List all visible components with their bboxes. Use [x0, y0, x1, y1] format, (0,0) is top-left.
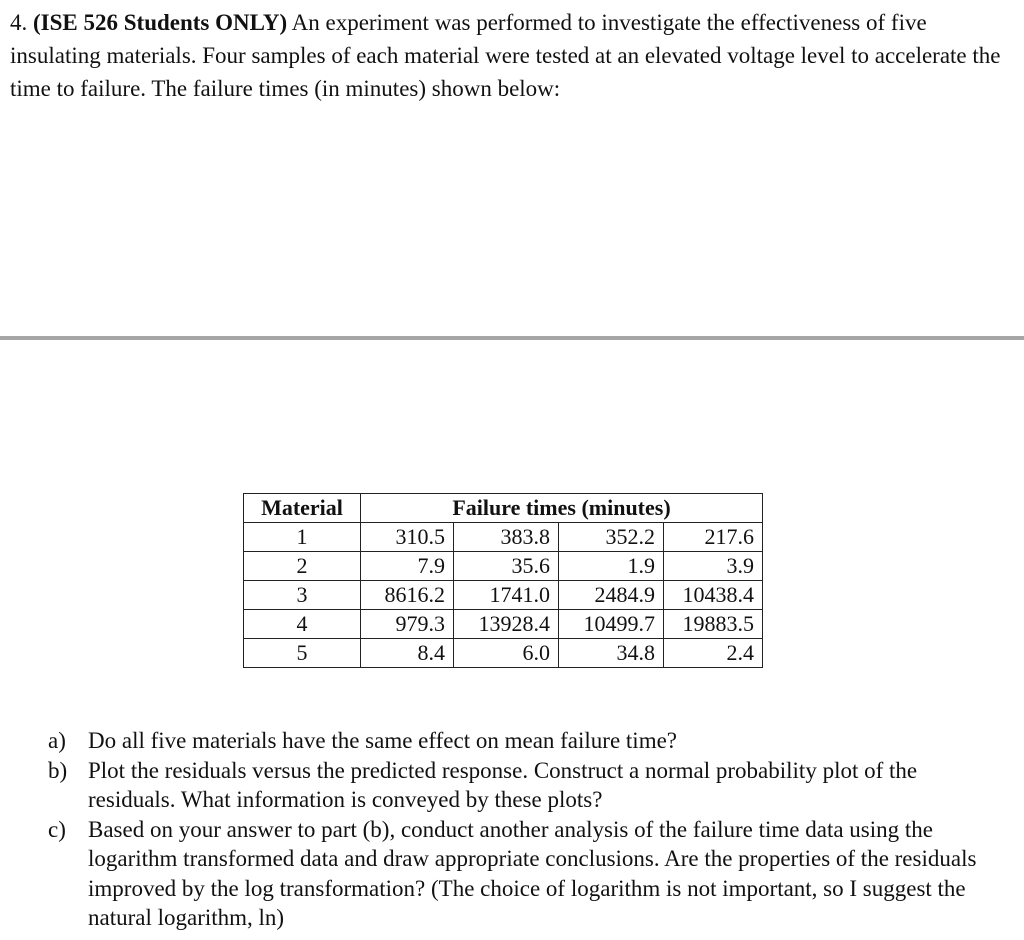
value-cell: 8616.2	[361, 581, 454, 610]
value-cell: 6.0	[454, 639, 559, 668]
table-row	[244, 523, 763, 552]
table-row	[244, 581, 763, 610]
section-divider	[0, 336, 1024, 340]
material-cell: 4	[244, 610, 361, 639]
question-text: Plot the residuals versus the predicted response. Construct a normal probability plot of the residuals. What information is conveyed by these plots?	[88, 757, 918, 812]
material-column-header: Material	[244, 494, 361, 523]
value-cell: 3.9	[664, 552, 763, 581]
value-cell: 10438.4	[664, 581, 763, 610]
question-label: c)	[48, 816, 66, 842]
table-row	[244, 552, 763, 581]
value-cell: 352.2	[559, 523, 664, 552]
value-cell: 1741.0	[454, 581, 559, 610]
value-cell: 13928.4	[454, 610, 559, 639]
problem-text: An experiment was performed to investigate the effectiveness of five insulating materials. Four samples of each material were tested at an elevated voltage level to accelerate the time to failure. The failure times (in minutes) shown below:	[10, 10, 1001, 101]
question-label: a)	[48, 728, 66, 753]
table-row	[244, 639, 763, 668]
problem-tag: (ISE 526 Students ONLY)	[33, 10, 288, 35]
value-cell: 1.9	[559, 552, 664, 581]
value-cell: 35.6	[454, 552, 559, 581]
value-cell: 10499.7	[559, 610, 664, 639]
value-cell: 34.8	[559, 639, 664, 668]
table-row	[244, 610, 763, 639]
value-cell: 8.4	[361, 639, 454, 668]
value-cell: 19883.5	[664, 610, 763, 639]
failure-times-column-header: Failure times (minutes)	[361, 494, 763, 523]
question-text: Based on your answer to part (b), conduct another analysis of the failure time data using the logarithm transformed data and draw appropriate conclusions. Are the properties of the residuals improved by the log transformation? (The choice of logarithm is not important, so I suggest the natural logarithm, ln)	[88, 816, 977, 930]
question-item	[48, 726, 998, 756]
material-cell: 5	[244, 639, 361, 668]
question-list	[48, 726, 998, 933]
value-cell: 2.4	[664, 639, 763, 668]
question-label: b)	[48, 757, 68, 783]
question-item	[48, 815, 998, 933]
question-item	[48, 756, 998, 815]
question-text: Do all five materials have the same effect on mean failure time?	[88, 728, 678, 753]
value-cell: 310.5	[361, 523, 454, 552]
value-cell: 7.9	[361, 552, 454, 581]
value-cell: 979.3	[361, 610, 454, 639]
table-header-row	[244, 494, 763, 523]
material-cell: 2	[244, 552, 361, 581]
failure-times-table	[243, 493, 763, 668]
material-cell: 1	[244, 523, 361, 552]
problem-number: 4.	[10, 10, 28, 35]
material-cell: 3	[244, 581, 361, 610]
value-cell: 2484.9	[559, 581, 664, 610]
problem-statement	[10, 6, 1010, 105]
value-cell: 217.6	[664, 523, 763, 552]
value-cell: 383.8	[454, 523, 559, 552]
